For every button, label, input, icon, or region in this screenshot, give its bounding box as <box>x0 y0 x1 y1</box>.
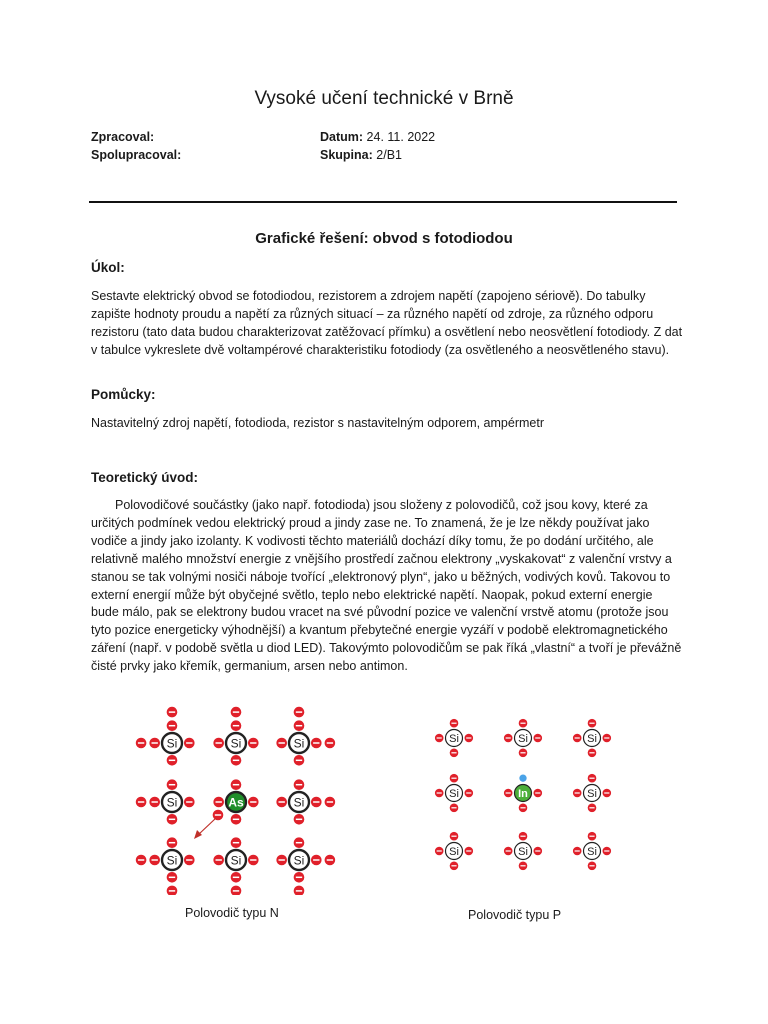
electron-minus-mark <box>216 859 222 860</box>
electron-minus-mark <box>575 737 580 738</box>
electron-minus-mark <box>466 737 471 738</box>
electron-minus-mark <box>535 850 540 851</box>
atom-label: As <box>228 795 244 810</box>
pomucky-heading: Pomůcky: <box>91 387 156 402</box>
electron-minus-mark <box>520 865 525 866</box>
atom-label: Si <box>449 845 459 858</box>
atom-label: Si <box>293 853 305 868</box>
electron-minus-mark <box>451 836 456 837</box>
electron-minus-mark <box>589 752 594 753</box>
electron-minus-mark <box>279 859 285 860</box>
electron-minus-mark <box>575 850 580 851</box>
electron-minus-mark <box>466 792 471 793</box>
arrow-line <box>198 818 216 835</box>
header-divider <box>89 201 677 203</box>
electron-minus-mark <box>535 792 540 793</box>
electron-minus-mark <box>589 836 594 837</box>
electron-minus-mark <box>296 819 302 820</box>
atom-label: Si <box>293 736 305 751</box>
electron-minus-mark <box>169 877 175 878</box>
atom-label: Si <box>166 795 178 810</box>
electron-minus-mark <box>466 850 471 851</box>
electron-minus-mark <box>451 752 456 753</box>
spolupracoval-label: Spolupracoval: <box>91 148 182 162</box>
electron-minus-mark <box>506 792 511 793</box>
hole-icon <box>519 775 526 782</box>
electron-minus-mark <box>313 859 319 860</box>
electron-minus-mark <box>216 801 222 802</box>
electron-minus-mark <box>169 784 175 785</box>
electron-minus-mark <box>604 850 609 851</box>
electron-minus-mark <box>589 865 594 866</box>
electron-minus-mark <box>186 742 192 743</box>
electron-minus-mark <box>169 760 175 761</box>
institution-title: Vysoké učení technické v Brně <box>254 88 514 109</box>
electron-minus-mark <box>589 723 594 724</box>
datum-value: 24. 11. 2022 <box>366 130 436 144</box>
electron-minus-mark <box>186 859 192 860</box>
electron-minus-mark <box>296 842 302 843</box>
electron-minus-mark <box>451 723 456 724</box>
electron-minus-mark <box>152 859 158 860</box>
electron-minus-mark <box>233 877 239 878</box>
electron-minus-mark <box>535 737 540 738</box>
document-title: Grafické řešení: obvod s fotodiodou <box>255 230 513 247</box>
atom-label: Si <box>166 736 178 751</box>
electron-minus-mark <box>313 742 319 743</box>
electron-minus-mark <box>327 801 333 802</box>
electron-minus-mark <box>296 725 302 726</box>
atom-label: Si <box>166 853 178 868</box>
electron-minus-mark <box>327 859 333 860</box>
atom-label: Si <box>293 795 305 810</box>
electron-minus-mark <box>233 760 239 761</box>
p-type-lattice-figure <box>420 705 630 885</box>
datum-field: Datum: 24. 11. 2022 <box>320 130 436 144</box>
electron-minus-mark <box>152 742 158 743</box>
pomucky-text: Nastavitelný zdroj napětí, fotodioda, rezistor s nastavitelným odporem, ampérmetr <box>91 416 544 430</box>
ukol-text: Sestavte elektrický obvod se fotodiodou, rezistorem a zdrojem napětí (zapojeno sériově). Do tabulky zapište hodnoty proudu a napětí za různých situací – za různého napětí od zdroje, za různého odporu rezistoru (tato data budou charakterizovat zatěžovací přímku) a osvětlení nebo neosvětlení fotodiody. Z dat v tabulce vykreslete dvě voltampérové charakteristiku fotodiody (za osvětleného a neosvětleného stavu). <box>91 289 683 357</box>
electron-minus-mark <box>233 819 239 820</box>
electron-minus-mark <box>520 836 525 837</box>
electron-minus-mark <box>233 784 239 785</box>
electron-minus-mark <box>186 801 192 802</box>
skupina-field: Skupina: 2/B1 <box>320 148 402 162</box>
electron-minus-mark <box>327 742 333 743</box>
electron-minus-mark <box>451 778 456 779</box>
electron-minus-mark <box>296 877 302 878</box>
electron-minus-mark <box>589 778 594 779</box>
electron-minus-mark <box>233 711 239 712</box>
atom-label: In <box>518 787 528 800</box>
ukol-heading: Úkol: <box>91 260 125 275</box>
atom-label: Si <box>449 787 459 800</box>
atom-label: Si <box>449 732 459 745</box>
electron-minus-mark <box>233 725 239 726</box>
electron-minus-mark <box>169 890 175 891</box>
electron-minus-mark <box>250 859 256 860</box>
electron-minus-mark <box>506 737 511 738</box>
electron-minus-mark <box>575 792 580 793</box>
electron-minus-mark <box>296 890 302 891</box>
atom-label: Si <box>518 732 528 745</box>
electron-minus-mark <box>520 807 525 808</box>
electron-minus-mark <box>279 801 285 802</box>
electron-minus-mark <box>216 742 222 743</box>
atom-label: Si <box>587 732 597 745</box>
electron-minus-mark <box>313 801 319 802</box>
electron-minus-mark <box>169 711 175 712</box>
electron-minus-mark <box>589 807 594 808</box>
electron-minus-mark <box>520 723 525 724</box>
teorie-heading: Teoretický úvod: <box>91 470 199 485</box>
electron-minus-mark <box>138 742 144 743</box>
electron-minus-mark <box>250 742 256 743</box>
electron-minus-mark <box>169 725 175 726</box>
electron-minus-mark <box>604 737 609 738</box>
n-type-caption: Polovodič typu N <box>185 906 279 920</box>
electron-minus-mark <box>451 807 456 808</box>
electron-minus-mark <box>296 711 302 712</box>
electron-minus-mark <box>296 760 302 761</box>
electron-minus-mark <box>169 842 175 843</box>
teorie-text: Polovodičové součástky (jako např. fotodioda) jsou složeny z polovodičů, což jsou kovy, které za určitých podmínek vedou elektrický proud a jindy zase ne. To znamená, že je lze někdy používat jako vodiče a jindy jako izolanty. K vodivosti těchto materiálů dochází díky tomu, že po dodání určitého, ale relativně malého množství energie z vnějšího prostředí začnou elektrony „vyskakovat“ z valenční vrstvy a stanou se tak volnými nosiči náboje tvořící „elektronový plyn“, jako u běžných, vodivých kovů. Takovou to externí energií může být obyčejné světlo, teplo nebo elektrické napětí. Naopak, pokud externí energie bude málo, pak se elektrony budou vracet na své původní pozice ve valenční vrstvě atomu (protože jsou tyto pozice energeticky výhodnější) a kvantum přebytečné energie vyzáří v podobě elektromagnetického záření (např. v podobě světla u diod LED). Takovýmto polovodičům se pak říká „vlastní“ a tvoří je převážně čisté prvky jako křemík, germanium, arsen nebo antimon. <box>91 498 682 674</box>
electron-minus-mark <box>520 752 525 753</box>
electron-minus-mark <box>437 737 442 738</box>
electron-minus-mark <box>437 792 442 793</box>
electron-minus-mark <box>169 819 175 820</box>
p-type-caption: Polovodič typu P <box>468 908 562 922</box>
atom-label: Si <box>230 736 242 751</box>
arrow-head-icon <box>194 830 202 839</box>
electron-minus-mark <box>138 801 144 802</box>
electron-minus-mark <box>506 850 511 851</box>
electron-minus-mark <box>250 801 256 802</box>
electron-minus-mark <box>604 792 609 793</box>
electron-minus-mark <box>152 801 158 802</box>
electron-minus-mark <box>296 784 302 785</box>
electron-minus-mark <box>279 742 285 743</box>
electron-minus-mark <box>233 890 239 891</box>
electron-minus-mark <box>437 850 442 851</box>
n-type-lattice-figure <box>130 705 345 895</box>
skupina-value: 2/B1 <box>376 148 402 162</box>
atom-label: Si <box>230 853 242 868</box>
electron-minus-mark <box>451 865 456 866</box>
zpracoval-label: Zpracoval: <box>91 130 155 144</box>
atom-label: Si <box>587 787 597 800</box>
electron-minus-mark <box>138 859 144 860</box>
atom-label: Si <box>587 845 597 858</box>
electron-minus-mark <box>215 814 221 815</box>
electron-minus-mark <box>233 842 239 843</box>
atom-label: Si <box>518 845 528 858</box>
